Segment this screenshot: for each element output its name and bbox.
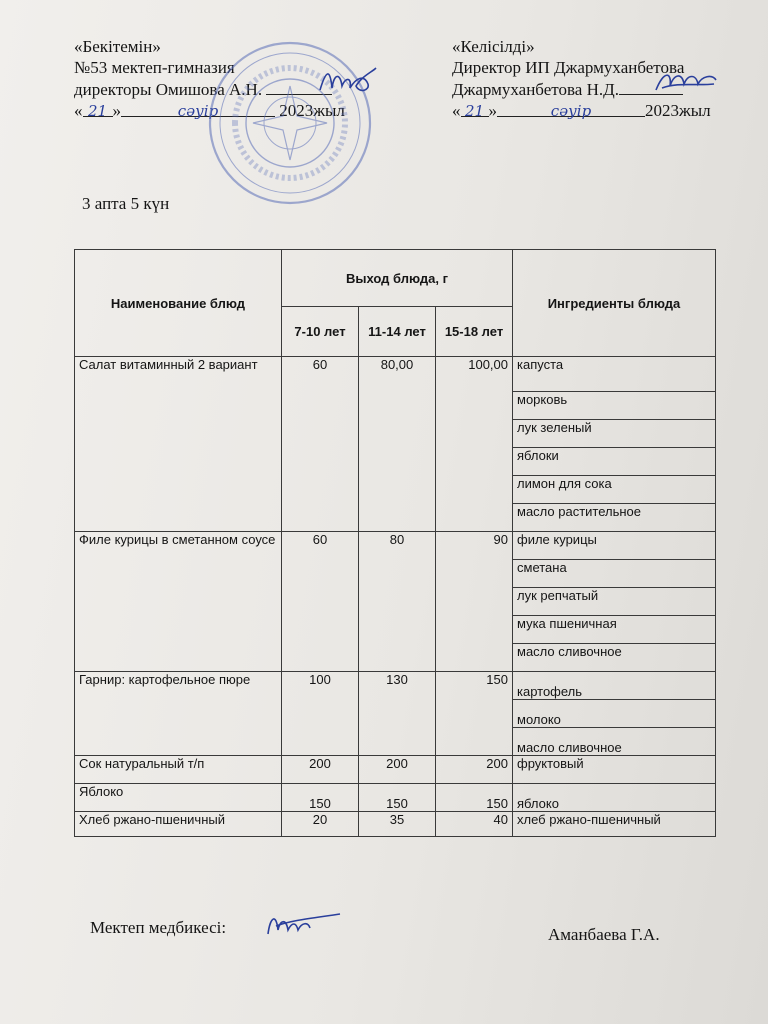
yield-15-18: 150 [436, 784, 513, 812]
day-field [461, 100, 489, 120]
ingredient: яблоки [513, 448, 716, 476]
ingredient: морковь [513, 392, 716, 420]
ingredient: лук репчатый [513, 588, 716, 616]
year-label: 2023жыл [279, 101, 345, 120]
nurse-name: Аманбаева Г.А. [548, 925, 660, 944]
yield-11-14: 150 [359, 784, 436, 812]
year-label: 2023жыл [645, 101, 711, 120]
ingredient: молоко [513, 700, 716, 728]
date-quote-close: » [112, 101, 121, 120]
ingredient: картофель [513, 672, 716, 700]
dish-name: Яблоко [75, 784, 282, 812]
ingredient: масло сливочное [513, 728, 716, 756]
dish-name: Филе курицы в сметанном соусе [75, 532, 282, 672]
ingredient: масло сливочное [513, 644, 716, 672]
ingredient: лимон для сока [513, 476, 716, 504]
day-field [83, 100, 113, 120]
yield-15-18: 40 [436, 812, 513, 837]
ingredient: мука пшеничная [513, 616, 716, 644]
yield-11-14: 130 [359, 672, 436, 756]
header-age-11-14: 11-14 лет [359, 307, 436, 357]
header-yield: Выход блюда, г [282, 250, 513, 307]
ingredient: фруктовый [513, 756, 716, 784]
ingredient: капуста [513, 357, 716, 392]
yield-7-10: 60 [282, 357, 359, 532]
yield-11-14: 200 [359, 756, 436, 784]
entrepreneur-name: Джармуханбетова Н.Д. [452, 80, 619, 99]
month-handwritten: сәуір [177, 102, 219, 120]
entrepreneur-signature [652, 66, 720, 98]
ingredient: масло растительное [513, 504, 716, 532]
ingredient: яблоко [513, 784, 716, 812]
table-row [75, 756, 716, 784]
dish-name: Хлеб ржано-пшеничный [75, 812, 282, 837]
header-age-15-18: 15-18 лет [436, 307, 513, 357]
yield-7-10: 200 [282, 756, 359, 784]
approved-title: «Бекітемін» [74, 37, 161, 56]
dish-name: Сок натуральный т/п [75, 756, 282, 784]
yield-15-18: 150 [436, 672, 513, 756]
yield-7-10: 150 [282, 784, 359, 812]
yield-11-14: 80,00 [359, 357, 436, 532]
header-ingredients: Ингредиенты блюда [513, 250, 716, 357]
yield-15-18: 90 [436, 532, 513, 672]
school-name: №53 мектеп-гимназия [74, 58, 235, 77]
nurse-label: Мектеп медбикесі: [90, 918, 227, 937]
table-row [75, 357, 716, 392]
ingredient: хлеб ржано-пшеничный [513, 812, 716, 837]
director-name: директоры Омишова А.Н. [74, 80, 263, 99]
ingredient: филе курицы [513, 532, 716, 560]
week-day-label: 3 апта 5 күн [82, 194, 170, 213]
yield-11-14: 35 [359, 812, 436, 837]
table-row [75, 812, 716, 837]
menu-table [74, 249, 716, 837]
approval-date-right [452, 100, 752, 121]
ingredient: сметана [513, 560, 716, 588]
dish-name: Салат витаминный 2 вариант [75, 357, 282, 532]
header-dish-name: Наименование блюд [75, 250, 282, 357]
director-signature [316, 64, 378, 100]
yield-11-14: 80 [359, 532, 436, 672]
yield-7-10: 60 [282, 532, 359, 672]
yield-7-10: 20 [282, 812, 359, 837]
date-quote-open: « [452, 101, 461, 120]
header-age-7-10: 7-10 лет [282, 307, 359, 357]
yield-15-18: 200 [436, 756, 513, 784]
table-row [75, 784, 716, 812]
yield-7-10: 100 [282, 672, 359, 756]
table-row [75, 532, 716, 560]
month-field [497, 100, 645, 120]
day-handwritten: 21 [464, 102, 485, 120]
table-row [75, 672, 716, 700]
yield-15-18: 100,00 [436, 357, 513, 532]
ingredient: лук зеленый [513, 420, 716, 448]
date-quote-close: » [488, 101, 497, 120]
date-quote-open: « [74, 101, 83, 120]
month-handwritten: сәуір [550, 102, 592, 120]
day-handwritten: 21 [87, 102, 108, 120]
agreed-title: «Келісілді» [452, 37, 535, 56]
entrepreneur-title: Директор ИП Джармуханбетова [452, 58, 685, 77]
nurse-signature [262, 908, 342, 940]
dish-name: Гарнир: картофельное пюре [75, 672, 282, 756]
